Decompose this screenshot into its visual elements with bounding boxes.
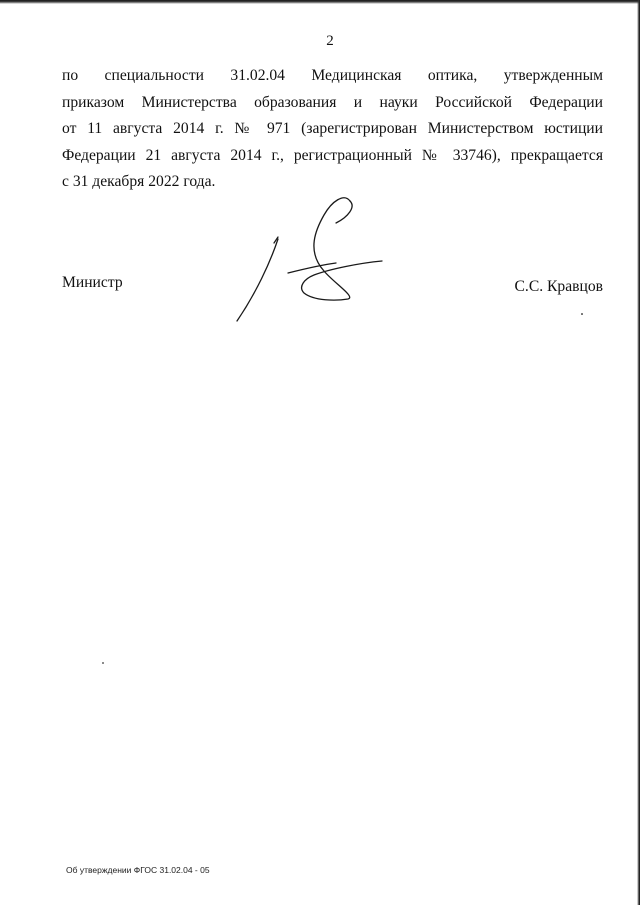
body-line-3: от 11 августа 2014 г. № 971 (зарегистрирован Министерством юстиции: [62, 120, 603, 137]
footer-document-code: Об утверждении ФГОС 31.02.04 - 05: [66, 865, 210, 875]
scan-edge-top: [0, 0, 640, 4]
page-number: 2: [326, 33, 334, 49]
minister-name: С.С. Кравцов: [514, 278, 603, 295]
handwritten-signature: [232, 193, 392, 328]
body-paragraph: [62, 63, 603, 196]
body-line-2: приказом Министерства образования и науки Российской Федерации: [62, 93, 603, 111]
body-line-5: с 31 декабря 2022 года.: [62, 173, 216, 190]
scan-speck: [581, 313, 583, 315]
signature-stroke-top-loop: [336, 201, 352, 223]
signature-stroke-loop: [302, 198, 382, 300]
signature-stroke-underline: [288, 263, 336, 273]
minister-title: Министр: [62, 274, 123, 291]
scan-speck: [102, 662, 104, 664]
signature-stroke-slash: [237, 239, 278, 321]
body-line-1: по специальности 31.02.04 Медицинская оптика, утвержденным: [62, 67, 603, 84]
body-line-4: Федерации 21 августа 2014 г., регистрационный № 33746), прекращается: [62, 146, 603, 164]
